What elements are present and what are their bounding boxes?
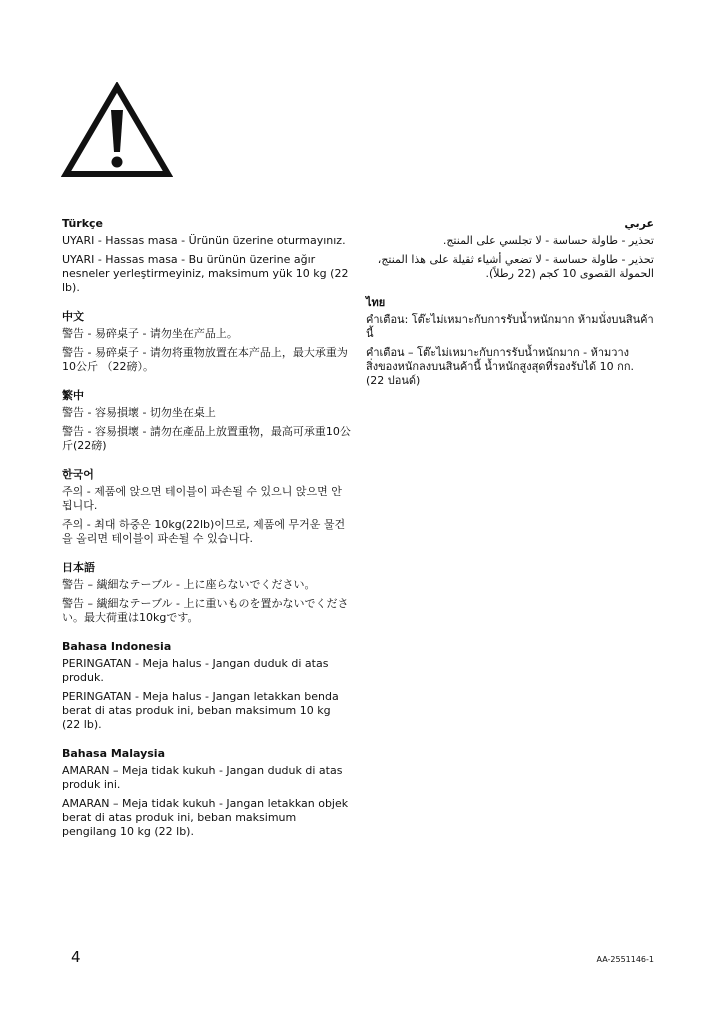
warning-text: تحذير - طاولة حساسة - لا تجلسي على المنتج. bbox=[442, 234, 654, 247]
section-korean bbox=[62, 467, 352, 546]
language-heading: 日本語 bbox=[62, 561, 95, 574]
warning-text: 주의 - 최대 하중은 10kg(22lb)이므로, 제품에 무거운 물건을 올리면 테이블이 파손될 수 있습니다. bbox=[62, 518, 346, 545]
section-turkish bbox=[62, 216, 352, 295]
warning-text: 警告 - 易碎桌子 - 请勿将重物放置在本产品上，最大承重为10公斤 （22磅）。 bbox=[62, 346, 348, 373]
warning-triangle-icon bbox=[61, 82, 173, 178]
warning-text: PERINGATAN - Meja halus - Jangan letakkan benda berat di atas produk ini, beban maksimum 10 kg (22 lb). bbox=[62, 690, 339, 731]
warning-text: 警告 - 易碎桌子 - 请勿坐在产品上。 bbox=[62, 327, 238, 340]
warning-text: 警告 - 容易損壞 - 請勿在產品上放置重物，最高可承重10公斤(22磅) bbox=[62, 425, 351, 452]
page-number: 4 bbox=[71, 948, 81, 966]
section-chinese-traditional bbox=[62, 388, 352, 453]
section-japanese bbox=[62, 560, 352, 625]
document-code: AA-2551146-1 bbox=[596, 955, 654, 964]
language-heading: عربي bbox=[624, 217, 654, 230]
language-heading: 한국어 bbox=[62, 468, 94, 481]
language-heading: Bahasa Malaysia bbox=[62, 747, 165, 760]
language-heading: 繁中 bbox=[62, 389, 84, 402]
warning-text: คำเตือน: โต๊ะไม่เหมาะกับการรับน้ำหนักมาก ห้ามนั่งบนสินค้านี้ bbox=[366, 313, 654, 340]
language-heading: Türkçe bbox=[62, 217, 104, 230]
section-malaysian bbox=[62, 746, 352, 839]
warning-text: UYARI - Hassas masa - Bu ürünün üzerine ağır nesneler yerleştirmeyiniz, maksimum yük 10 kg (22 lb). bbox=[62, 253, 349, 294]
warning-text: 警告 – 繊細なテーブル - 上に座らないでください。 bbox=[62, 578, 316, 591]
language-heading: Bahasa Indonesia bbox=[62, 640, 172, 653]
warning-text: 警告 - 容易損壞 - 切勿坐在桌上 bbox=[62, 406, 216, 419]
section-thai bbox=[366, 295, 654, 388]
left-column bbox=[62, 216, 352, 853]
warning-text: คำเตือน – โต๊ะไม่เหมาะกับการรับน้ำหนักมาก - ห้ามวางสิ่งของหนักลงบนสินค้านี้ น้ำหนักสูงสุดที่รองรับได้ 10 กก. (22 ปอนด์) bbox=[366, 346, 634, 387]
warning-text: 警告 – 繊細なテーブル - 上に重いものを置かないでください。最大荷重は10kgです。 bbox=[62, 597, 349, 624]
warning-text: AMARAN – Meja tidak kukuh - Jangan letakkan objek berat di atas produk ini, beban maksimum pengilang 10 kg (22 lb). bbox=[62, 797, 349, 838]
warning-text: AMARAN – Meja tidak kukuh - Jangan duduk di atas produk ini. bbox=[62, 764, 343, 791]
right-column bbox=[366, 216, 654, 402]
warning-text: PERINGATAN - Meja halus - Jangan duduk di atas produk. bbox=[62, 657, 329, 684]
section-chinese-simplified bbox=[62, 309, 352, 374]
warning-text: تحذير - طاولة حساسة - لا تضعي أشياء ثقيلة على هذا المنتج، الحمولة القصوى 10 كجم (22 رطلاً). bbox=[377, 253, 654, 280]
section-indonesian bbox=[62, 639, 352, 732]
language-heading: 中文 bbox=[62, 310, 84, 323]
warning-text: UYARI - Hassas masa - Ürünün üzerine oturmayınız. bbox=[62, 234, 346, 247]
language-heading: ไทย bbox=[366, 296, 386, 309]
warning-text: 주의 - 제품에 앉으면 테이블이 파손될 수 있으니 앉으면 안 됩니다. bbox=[62, 485, 342, 512]
section-arabic bbox=[366, 216, 654, 281]
